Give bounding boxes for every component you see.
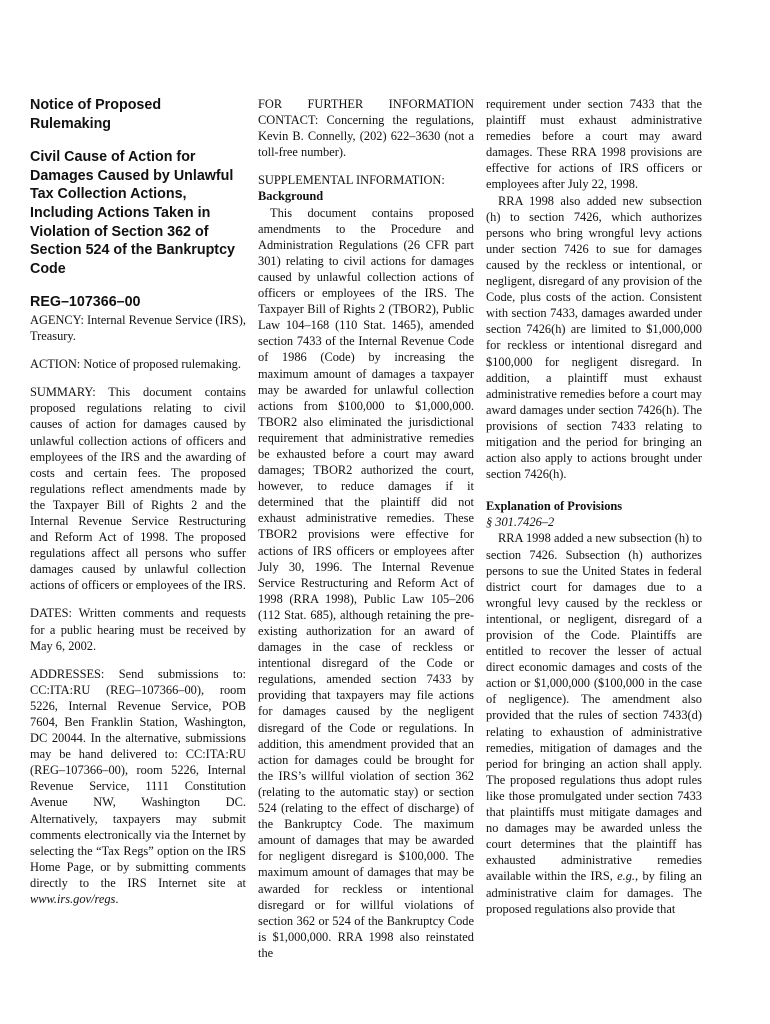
- heading-title: Civil Cause of Action for Damages Caused by Unlawful Tax Collection Actions, Including Actions Taken in Violation of Section 362 of Section 524 of the Bankruptcy Code: [30, 149, 235, 277]
- section-reference: § 301.7426–2: [486, 515, 555, 530]
- provisions-text-b: , by filing an administrative claim for damages. The proposed regulations also provide that: [486, 869, 702, 916]
- column-middle: [258, 96, 474, 961]
- column-right: [486, 96, 702, 917]
- provisions-paragraph: [486, 530, 702, 916]
- summary-paragraph: SUMMARY: This document contains proposed regulations relating to civil causes of action for damages caused by unlawful collection actions of officers and employees of the IRS and the awarding of costs and certain fees. The proposed regulations reflect amendments made by the Taxpayer Bill of Rights 2 and the Internal Revenue Service Restructuring and Reform Act of 1998. The proposed regulations affect all persons who suffer damages caused by unlawful collection actions of officers or employees of the IRS.: [30, 385, 246, 593]
- action-paragraph: ACTION: Notice of proposed rulemaking.: [30, 357, 241, 372]
- rra-subsection-paragraph: RRA 1998 also added new subsection (h) to section 7426, which authorizes persons who bring wrongful levy actions under section 7426 to sue for damages caused by the reckless or intentional, or negligent, disregard of any provision of the Code, plus costs of the action. Consistent with section 7433, damages awarded under section 7426(h) are limited to $1,000,000 for reckless or intentional disregard and $100,000 for negligent disregard. In addition, a plaintiff must exhaust administrative remedies before a court may award damages under section 7426(h). The provisions of section 7433 relating to mitigation and the period for bringing an action also apply to actions brought under section 7426(h).: [486, 193, 702, 482]
- addresses-text: ADDRESSES: Send submissions to: CC:ITA:RU (REG–107366–00), room 5226, Internal Revenue Service, POB 7604, Ben Franklin Station, Washington, DC 20044. In the alternative, submissions may be hand delivered to: CC:ITA:RU (REG–107366–00), room 5226, Internal Revenue Service, 1111 Constitution Avenue NW, Washington DC. Alternatively, taxpayers may submit comments electronically via the Internet by selecting the “Tax Regs” option on the IRS Home Page, or by submitting comments directly to the IRS Internet site at: [30, 666, 246, 890]
- column-left: [30, 96, 246, 907]
- irs-url-link[interactable]: www.irs.gov/regs: [30, 892, 116, 907]
- supplemental-label: SUPPLEMENTAL INFORMATION:: [258, 173, 445, 188]
- dates-paragraph: DATES: Written comments and requests for a public hearing must be received by May 6, 2002.: [30, 606, 246, 653]
- reg-number: REG–107366–00: [30, 294, 141, 311]
- addresses-paragraph: [30, 666, 246, 907]
- explanation-heading: Explanation of Provisions: [486, 499, 623, 514]
- heading-notice: Notice of Proposed Rulemaking: [30, 97, 162, 132]
- provisions-eg: e.g.: [617, 869, 636, 884]
- rra-requirement-paragraph: requirement under section 7433 that the plaintiff must exhaust administrative remedies before a court may award damages. These RRA 1998 provisions are effective for actions of IRS officers or employees after July 22, 1998.: [486, 97, 702, 192]
- background-paragraph: This document contains proposed amendments to the Procedure and Administration Regulations (26 CFR part 301) relating to civil actions for damages caused by unlawful collection actions of officers or employees of the IRS. The Taxpayer Bill of Rights 2 (TBOR2), Public Law 104–168 (110 Stat. 1465), amended section 7433 of the Internal Revenue Code of 1986 (Code) by increasing the maximum amount of damages a taxpayer may be awarded for unlawful collection actions from $100,000 to $1,000,000. TBOR2 also eliminated the jurisdictional requirement that administrative remedies be exhausted before a court may award damages; TBOR2 authorized the court, however, to reduce damages if it determined that the plaintiff did not exhaust administrative remedies. These TBOR2 provisions were effective for actions of IRS officers or employees after July 30, 1996. The Internal Revenue Service Restructuring and Reform Act of 1998 (RRA 1998), Public Law 105–206 (112 Stat. 685), although retaining the pre-existing authorization for an award of damages in the case of reckless or intentional disregard of the Code or regulations, amended section 7433 by providing that taxpayers may file actions for damages caused by the negligent disregard of the Code or regulations. In addition, this amendment provided that an action for damages could be brought for the IRS’s willful violation of section 362 (relating to the automatic stay) or section 524 (relating to the effect of discharge) of the Bankruptcy Code. The maximum amount of damages that may be awarded for negligent disregard is $100,000. The maximum amount of damages that may be awarded for reckless or intentional disregard or for willful violations of section 362 or 524 of the Bankruptcy Code is $1,000,000. RRA 1998 also reinstated the: [258, 205, 474, 960]
- further-info-paragraph: FOR FURTHER INFORMATION CONTACT: Concerning the regulations, Kevin B. Connelly, (202) 622–3630 (not a toll-free number).: [258, 97, 474, 160]
- provisions-text-a: RRA 1998 added a new subsection (h) to section 7426. Subsection (h) authorizes persons to sue the United States in federal district court for damages due to a wrongful levy caused by the reckless or intentional, or negligent, disregard of a provision of the Code. Plaintiffs are entitled to recover the lesser of actual direct economic damages and costs of the action or $1,000,000 ($100,000 in the case of negligence). The amendment also provided that the rules of section 7433(d) relating to exhaustion of administrative remedies, mitigation of damages and the period for bringing an action shall apply. The proposed regulations thus adopt rules like those promulgated under section 7433 that plaintiffs must mitigate damages and no damages may be awarded unless the court determines that the plaintiff has exhausted administrative remedies available within the IRS,: [486, 531, 702, 884]
- background-heading: Background: [258, 189, 324, 204]
- addresses-end: .: [115, 892, 119, 907]
- agency-paragraph: AGENCY: Internal Revenue Service (IRS), Treasury.: [30, 312, 246, 344]
